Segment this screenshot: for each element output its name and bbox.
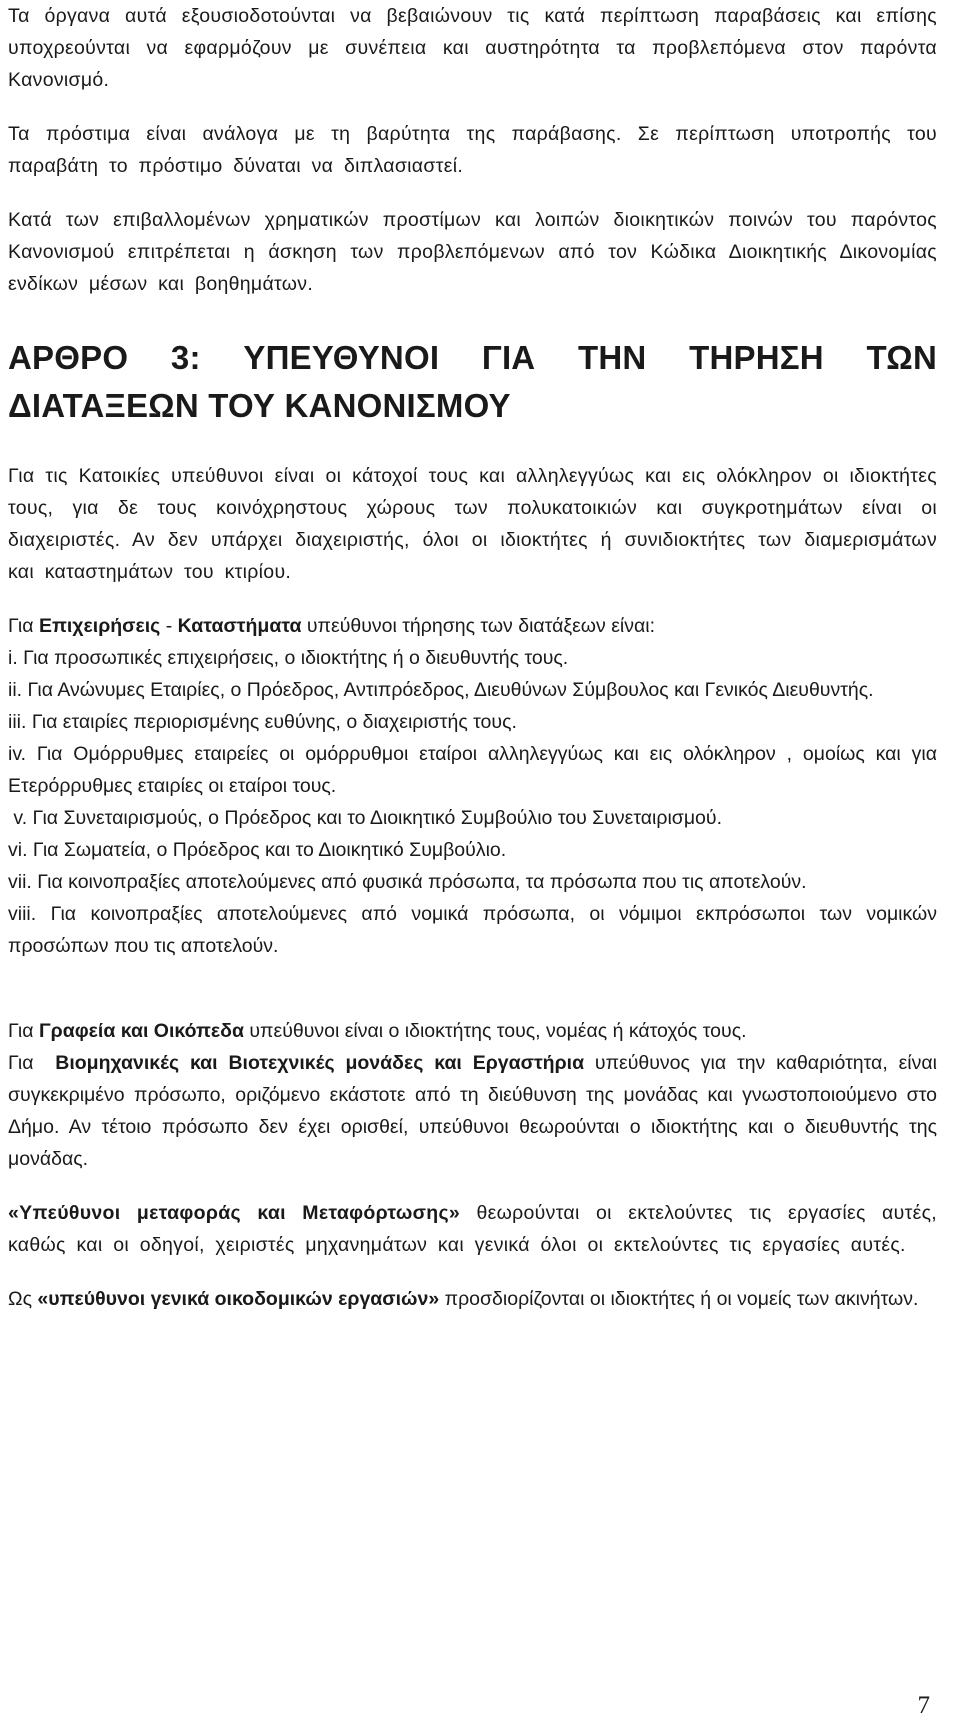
text-span: υπεύθυνοι είναι ο ιδιοκτήτης τους, νομέας ή κάτοχός τους. bbox=[243, 1020, 747, 1042]
bold-term: Καταστήματα bbox=[177, 615, 302, 637]
heading-word: ΓΙΑ bbox=[481, 339, 536, 376]
bold-term: Βιομηχανικές και Βιοτεχνικές μονάδες και Εργαστήρια bbox=[55, 1052, 585, 1074]
heading-word: ΤΗΡΗΣΗ bbox=[689, 339, 824, 376]
paragraph-appeals: Κατά των επιβαλλομένων χρηματικών προστίμων και λοιπών διοικητικών ποινών του παρόντος Κανονισμού επιτρέπεται η άσκηση των προβλεπόμενων από τον Κώδικα Διοικητικής Δικονομίας ενδίκων μέσων και βοηθημάτων. bbox=[8, 209, 937, 295]
heading-word: ΑΡΘΡΟ bbox=[8, 339, 129, 376]
list-item: iii. Για εταιρίες περιορισμένης ευθύνης, ο διαχειριστής τους. bbox=[8, 711, 517, 733]
paragraph-construction bbox=[8, 1283, 937, 1315]
page-number: 7 bbox=[917, 1692, 930, 1719]
text-span: Για bbox=[8, 615, 39, 637]
document-page bbox=[8, 0, 937, 1315]
text-span: - bbox=[160, 615, 178, 637]
business-list bbox=[8, 642, 937, 962]
article-heading bbox=[8, 329, 937, 434]
text-span: Για bbox=[8, 1020, 39, 1042]
text-span: Ως bbox=[8, 1288, 38, 1310]
paragraph-industrial bbox=[8, 1047, 937, 1175]
heading-word: 3: bbox=[170, 339, 201, 376]
list-item: iv. Για Ομόρρυθμες εταιρείες οι ομόρρυθμοι εταίροι αλληλεγγύως και εις ολόκληρον , ομοίως και για Ετερόρρυθμες εταιρίες οι εταίροι τους. bbox=[8, 743, 937, 797]
list-item: ii. Για Ανώνυμες Εταιρίες, ο Πρόεδρος, Αντιπρόεδρος, Διευθύνων Σύμβουλος και Γενικός Διευθυντής. bbox=[8, 679, 874, 701]
text-span: προσδιορίζονται οι ιδιοκτήτες ή οι νομείς των ακινήτων. bbox=[439, 1288, 919, 1310]
heading-word: ΤΩΝ bbox=[866, 339, 937, 376]
list-item: vi. Για Σωματεία, ο Πρόεδρος και το Διοικητικό Συμβούλιο. bbox=[8, 839, 507, 861]
list-item: viii. Για κοινοπραξίες αποτελούμενες από νομικά πρόσωπα, οι νόμιμοι εκπρόσωποι των νομικών προσώπων που τις αποτελούν. bbox=[8, 903, 937, 957]
bold-term: Γραφεία και Οικόπεδα bbox=[38, 1020, 244, 1042]
paragraph-offices bbox=[8, 1015, 937, 1047]
paragraph-fines: Τα πρόστιμα είναι ανάλογα με τη βαρύτητα της παράβασης. Σε περίπτωση υποτροπής του παραβάτη το πρόστιμο δύναται να διπλασιαστεί. bbox=[8, 123, 937, 177]
paragraph-transport bbox=[8, 1197, 937, 1261]
list-item: v. Για Συνεταιρισμούς, ο Πρόεδρος και το Διοικητικό Συμβούλιο του Συνεταιρισμού. bbox=[8, 807, 722, 829]
text-span: υπεύθυνοι τήρησης των διατάξεων είναι: bbox=[301, 615, 655, 637]
list-item: i. Για προσωπικές επιχειρήσεις, ο ιδιοκτήτης ή ο διευθυντής τους. bbox=[8, 647, 569, 669]
paragraph-inspectors: Τα όργανα αυτά εξουσιοδοτούνται να βεβαιώνουν τις κατά περίπτωση παραβάσεις και επίσης υποχρεούνται να εφαρμόζουν με συνέπεια και αυστηρότητα τα προβλεπόμενα στον παρόντα Κανονισμό. bbox=[8, 5, 937, 91]
text-span: Για bbox=[8, 1052, 56, 1074]
paragraph-business-intro bbox=[8, 610, 937, 642]
heading-word: ΤΗΝ bbox=[578, 339, 647, 376]
bold-term: Επιχειρήσεις bbox=[38, 615, 161, 637]
bold-term: «υπεύθυνοι γενικά οικοδομικών εργασιών» bbox=[37, 1288, 440, 1310]
bold-term: «Υπεύθυνοι μεταφοράς και Μεταφόρτωσης» bbox=[8, 1202, 461, 1224]
paragraph-residences: Για τις Κατοικίες υπεύθυνοι είναι οι κάτοχοί τους και αλληλεγγύως και εις ολόκληρον οι ιδιοκτήτες τους, για δε τους κοινόχρηστους χώρους των πολυκατοικιών και συγκροτημάτων είναι οι διαχειριστές. Αν δεν υπάρχει διαχειριστής, όλοι οι ιδιοκτήτες ή συνιδιοκτήτες των διαμερισμάτων και καταστημάτων του κτιρίου. bbox=[8, 465, 937, 583]
list-item: vii. Για κοινοπραξίες αποτελούμενες από φυσικά πρόσωπα, τα πρόσωπα που τις αποτελούν. bbox=[8, 871, 807, 893]
heading-word: ΥΠΕΥΘΥΝΟΙ bbox=[243, 339, 440, 376]
heading-line-2: ΔΙΑΤΑΞΕΩΝ ΤΟΥ ΚΑΝΟΝΙΣΜΟΥ bbox=[8, 387, 511, 424]
text-span: θεωρούνται οι εκτελούντες τις εργασίες αυτές, καθώς και οι οδηγοί, χειριστές μηχανημάτων και γενικά όλοι οι εκτελούντες τις εργασίες αυτές. bbox=[8, 1202, 938, 1256]
text-span: υπεύθυνος για την καθαριότητα, είναι συγκεκριμένο πρόσωπο, οριζόμενο εκάστοτε από τη διεύθυνση της μονάδας και γνωστοποιούμενο στο Δήμο. Αν τέτοιο πρόσωπο δεν έχει ορισθεί, υπεύθυνοι θεωρούνται ο ιδιοκτήτης και ο διευθυντής της μονάδας. bbox=[8, 1052, 937, 1170]
